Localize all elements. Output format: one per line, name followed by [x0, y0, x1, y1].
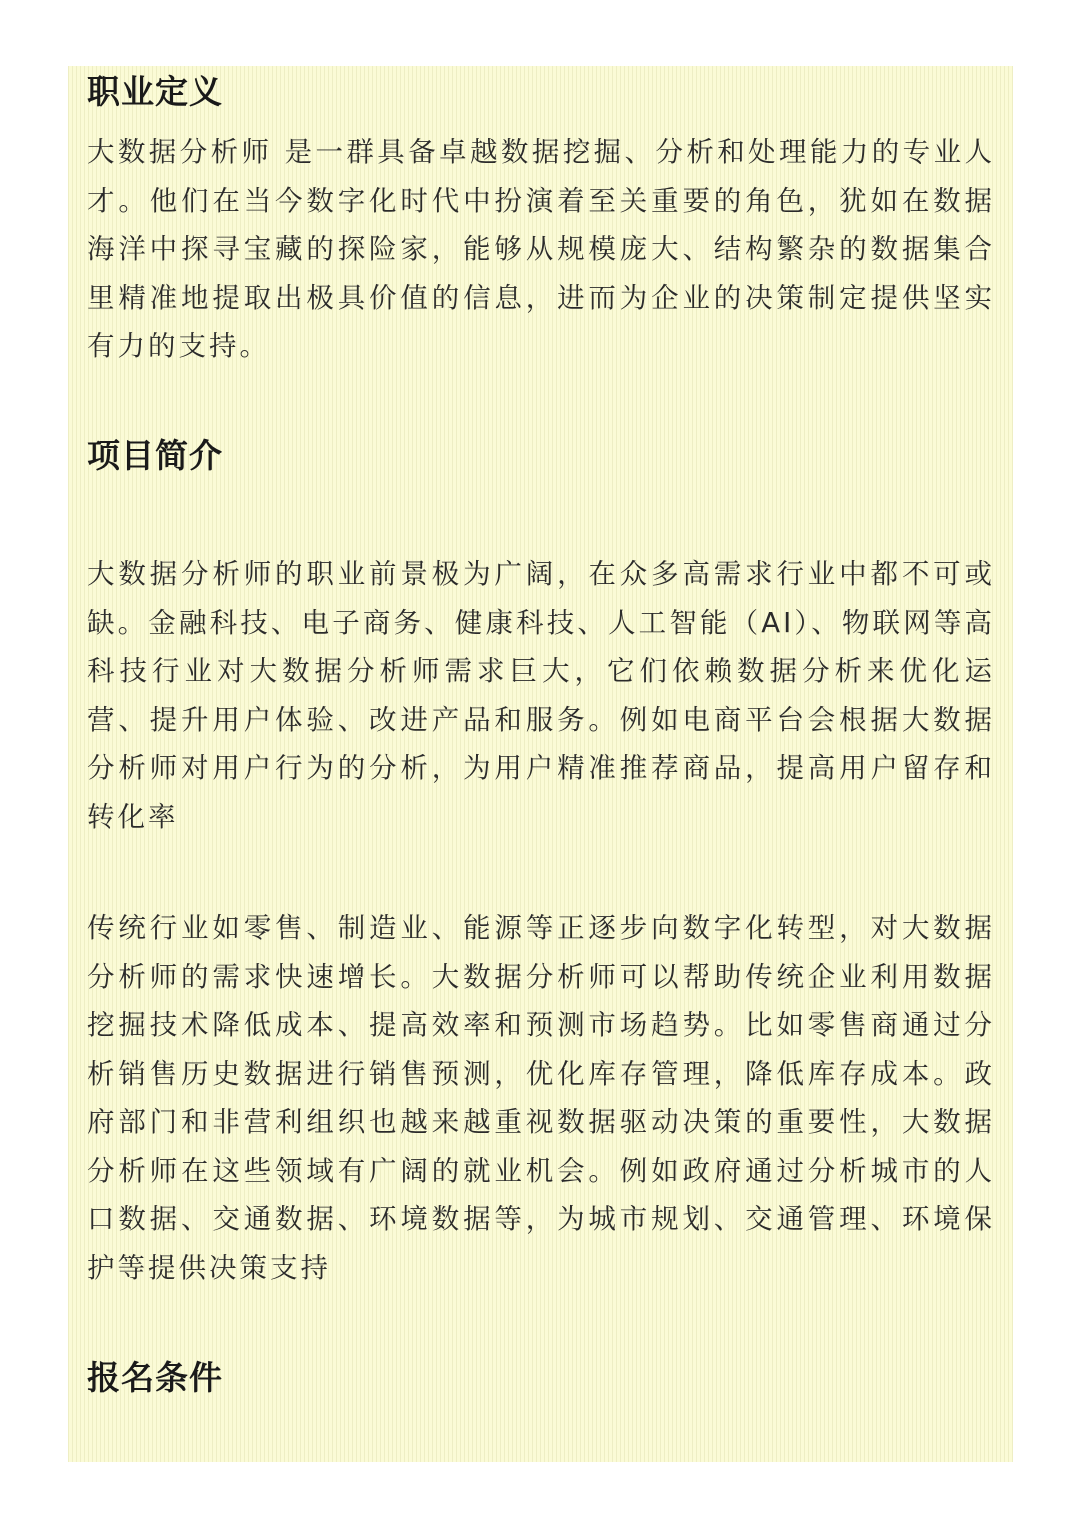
project-intro-paragraph-2: 传统行业如零售、制造业、能源等正逐步向数字化转型，对大数据分析师的需求快速增长。大数据分析师可以帮助传统企业利用数据挖掘技术降低成本、提高效率和预测市场趋势。比如零售商通过分析销售历史数据进行销售预测，优化库存管理，降低库存成本。政府部门和非营利组织也越来越重视数据驱动决策的重要性，大数据分析师在这些领域有广阔的就业机会。例如政府通过分析城市的人口数据、交通数据、环境数据等，为城市规划、交通管理、环境保护等提供决策支持	[87, 912, 995, 1284]
career-definition-paragraph: 大数据分析师 是一群具备卓越数据挖掘、分析和处理能力的专业人才。他们在当今数字化时代中扮演着至关重要的角色，犹如在数据海洋中探寻宝藏的探险家，能够从规模庞大、结构繁杂的数据集合里精准地提取出极具价值的信息，进而为企业的决策制定提供坚实有力的支持。	[87, 136, 995, 362]
document-panel	[68, 66, 1013, 1462]
section-heading-career-definition: 职业定义	[87, 72, 223, 111]
section-heading-project-intro: 项目简介	[87, 436, 223, 475]
section-heading-registration-conditions: 报名条件	[87, 1358, 223, 1397]
project-intro-paragraph-1: 大数据分析师的职业前景极为广阔，在众多高需求行业中都不可或缺。金融科技、电子商务、健康科技、人工智能（AI）、物联网等高科技行业对大数据分析师需求巨大，它们依赖数据分析来优化运营、提升用户体验、改进产品和服务。例如电商平台会根据大数据分析师对用户行为的分析，为用户精准推荐商品，提高用户留存和转化率	[87, 558, 995, 833]
